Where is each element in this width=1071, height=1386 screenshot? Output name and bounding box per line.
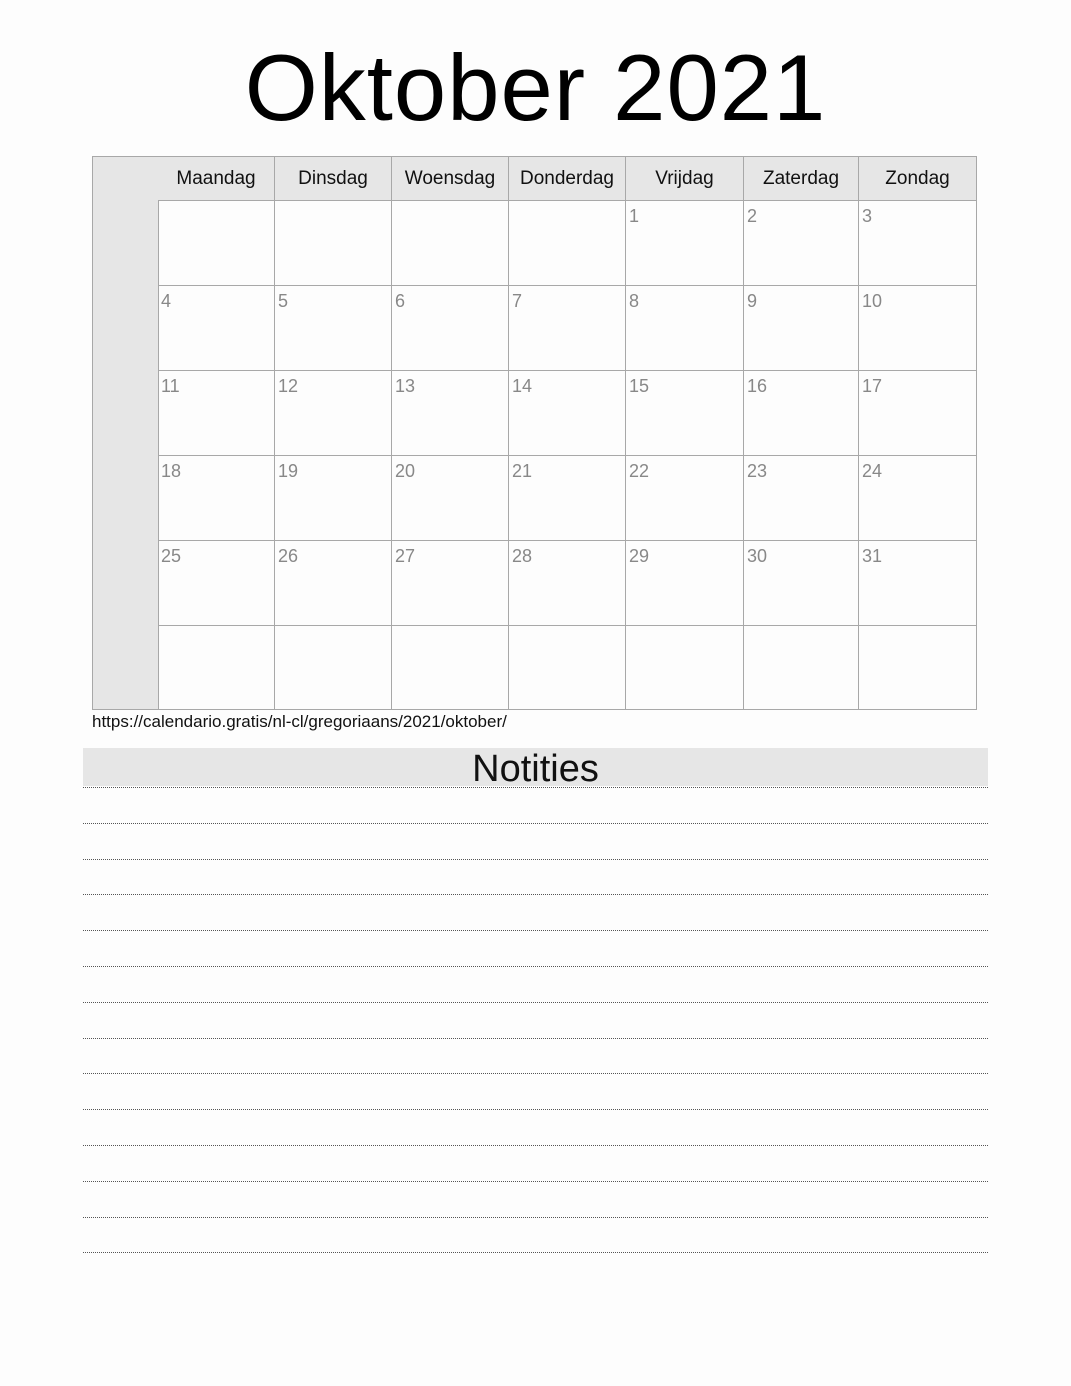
day-number: 1 — [629, 206, 640, 226]
week-row — [158, 456, 976, 541]
day-cell — [744, 201, 859, 285]
day-cell — [744, 286, 859, 370]
day-number: 19 — [278, 461, 299, 481]
day-cell — [509, 286, 626, 370]
note-line — [83, 823, 988, 824]
day-cell — [509, 541, 626, 625]
day-number: 20 — [395, 461, 416, 481]
week-row — [158, 286, 976, 371]
day-cell — [626, 541, 744, 625]
note-line — [83, 1038, 988, 1039]
weekday-header-row — [158, 157, 976, 201]
weekday-header: Maandag — [158, 157, 275, 200]
week-number-column — [93, 157, 159, 709]
day-number: 18 — [161, 461, 182, 481]
note-line — [83, 1073, 988, 1074]
day-number: 3 — [862, 206, 873, 226]
day-cell — [158, 541, 275, 625]
day-cell — [158, 626, 275, 710]
day-cell — [158, 201, 275, 285]
day-cell — [392, 626, 509, 710]
day-cell — [509, 371, 626, 455]
day-number: 14 — [512, 376, 533, 396]
day-number: 11 — [161, 376, 180, 396]
day-cell — [859, 541, 976, 625]
day-cell — [158, 371, 275, 455]
day-cell — [626, 456, 744, 540]
day-cell — [158, 456, 275, 540]
day-number: 28 — [512, 546, 533, 566]
day-cell — [392, 286, 509, 370]
notes-heading: Notities — [83, 748, 988, 786]
calendar-grid — [92, 156, 977, 710]
day-cell — [744, 541, 859, 625]
day-cell — [392, 201, 509, 285]
day-cell — [275, 286, 392, 370]
day-cell — [275, 201, 392, 285]
week-row — [158, 541, 976, 626]
month-grid — [158, 157, 976, 709]
day-cell — [859, 201, 976, 285]
weekday-header: Zaterdag — [744, 157, 859, 200]
note-line — [83, 894, 988, 895]
day-number: 12 — [278, 376, 299, 396]
note-line — [83, 1252, 988, 1253]
day-cell — [859, 626, 976, 710]
day-cell — [626, 371, 744, 455]
day-cell — [859, 371, 976, 455]
note-line — [83, 787, 988, 788]
weekday-header: Vrijdag — [626, 157, 744, 200]
day-cell — [859, 286, 976, 370]
weekday-header: Donderdag — [509, 157, 626, 200]
note-line — [83, 1217, 988, 1218]
week-row — [158, 626, 976, 710]
day-cell — [859, 456, 976, 540]
day-number: 6 — [395, 291, 406, 311]
day-cell — [744, 626, 859, 710]
weekday-header: Zondag — [885, 168, 950, 189]
note-line — [83, 1181, 988, 1182]
day-number: 2 — [747, 206, 758, 226]
day-cell — [392, 371, 509, 455]
day-cell — [392, 456, 509, 540]
note-line — [83, 966, 988, 967]
day-number: 9 — [747, 291, 758, 311]
source-url: https://calendario.gratis/nl-cl/gregoriaans/2021/oktober/ — [92, 712, 507, 731]
note-line — [83, 1145, 988, 1146]
day-cell — [509, 201, 626, 285]
day-cell — [275, 626, 392, 710]
day-number: 8 — [629, 291, 640, 311]
day-cell — [275, 456, 392, 540]
weekday-header: Dinsdag — [275, 157, 392, 200]
day-number: 24 — [862, 461, 883, 481]
day-cell — [275, 371, 392, 455]
day-number: 29 — [629, 546, 650, 566]
day-cell — [626, 286, 744, 370]
day-number: 4 — [161, 291, 172, 311]
day-number: 17 — [862, 376, 883, 396]
day-number: 31 — [862, 546, 883, 566]
day-cell — [275, 541, 392, 625]
day-number: 21 — [512, 461, 533, 481]
day-cell — [509, 626, 626, 710]
day-number: 25 — [161, 546, 182, 566]
day-number: 10 — [862, 291, 883, 311]
day-number: 27 — [395, 546, 416, 566]
calendar-title: Oktober 2021 — [244, 35, 827, 140]
note-line — [83, 859, 988, 860]
day-cell — [392, 541, 509, 625]
day-number: 30 — [747, 546, 768, 566]
note-line — [83, 930, 988, 931]
day-number: 13 — [395, 376, 416, 396]
note-line — [83, 1002, 988, 1003]
day-cell — [158, 286, 275, 370]
weekday-header: Woensdag — [392, 157, 509, 200]
day-number: 26 — [278, 546, 299, 566]
day-cell — [626, 201, 744, 285]
note-line — [83, 1109, 988, 1110]
day-cell — [744, 456, 859, 540]
day-cell — [744, 371, 859, 455]
day-number: 15 — [629, 376, 650, 396]
day-number: 16 — [747, 376, 768, 396]
week-row — [158, 201, 976, 286]
day-number: 23 — [747, 461, 768, 481]
day-cell — [509, 456, 626, 540]
day-number: 5 — [278, 291, 289, 311]
day-cell — [626, 626, 744, 710]
day-number: 7 — [512, 291, 523, 311]
day-number: 22 — [629, 461, 650, 481]
week-row — [158, 371, 976, 456]
